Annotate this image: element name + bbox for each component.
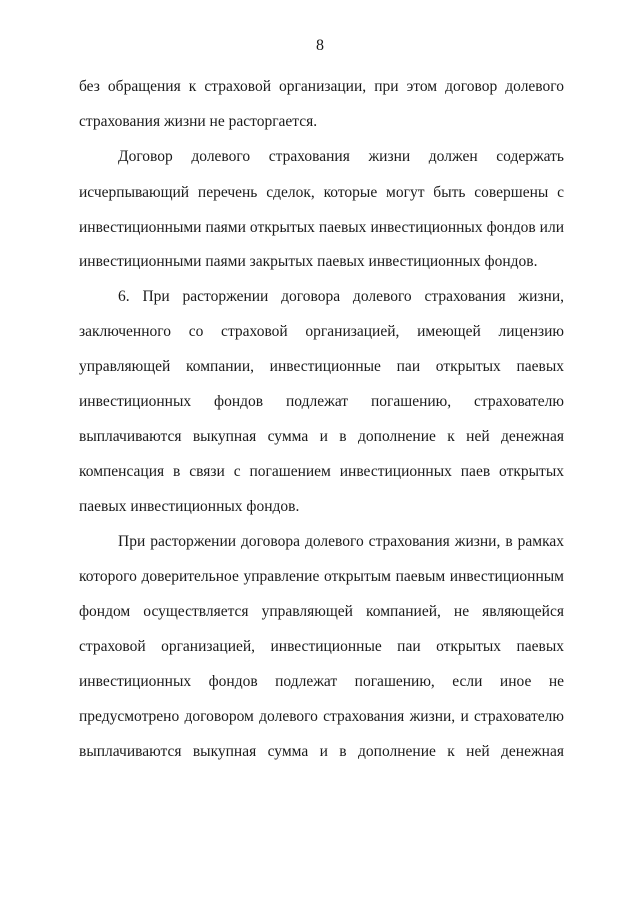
text-line: инвестиционных фондов подлежат погашению, если иное не (79, 673, 564, 690)
text-line: исчерпывающий перечень сделок, которые могут быть совершены с (79, 184, 564, 201)
text-line: 6. При расторжении договора долевого страхования жизни, (118, 288, 564, 305)
text-line: Договор долевого страхования жизни должен содержать (118, 148, 564, 165)
page-number: 8 (316, 37, 324, 54)
text-line: страхования жизни не расторгается. (79, 113, 318, 130)
text-line: паевых инвестиционных фондов. (79, 498, 300, 515)
text-line: заключенного со страховой организацией, имеющей лицензию (79, 323, 564, 340)
text-line: выплачиваются выкупная сумма и в дополнение к ней денежная (79, 743, 564, 760)
text-line: страховой организацией, инвестиционные паи открытых паевых (79, 638, 564, 655)
text-line: инвестиционных фондов подлежат погашению, страхователю (79, 393, 564, 410)
text-line: фондом осуществляется управляющей компанией, не являющейся (79, 603, 564, 620)
text-line: без обращения к страховой организации, при этом договор долевого (79, 78, 564, 95)
text-line: предусмотрено договором долевого страхования жизни, и страхователю (79, 708, 564, 725)
text-line: управляющей компании, инвестиционные паи открытых паевых (79, 358, 564, 375)
text-line: которого доверительное управление открытым паевым инвестиционным (79, 568, 564, 585)
text-line: инвестиционными паями закрытых паевых инвестиционных фондов. (79, 253, 538, 270)
text-line: При расторжении договора долевого страхования жизни, в рамках (118, 533, 564, 550)
text-line: компенсация в связи с погашением инвестиционных паев открытых (79, 463, 564, 480)
text-line: инвестиционными паями открытых паевых инвестиционных фондов или (79, 219, 564, 236)
text-line: выплачиваются выкупная сумма и в дополнение к ней денежная (79, 428, 564, 445)
